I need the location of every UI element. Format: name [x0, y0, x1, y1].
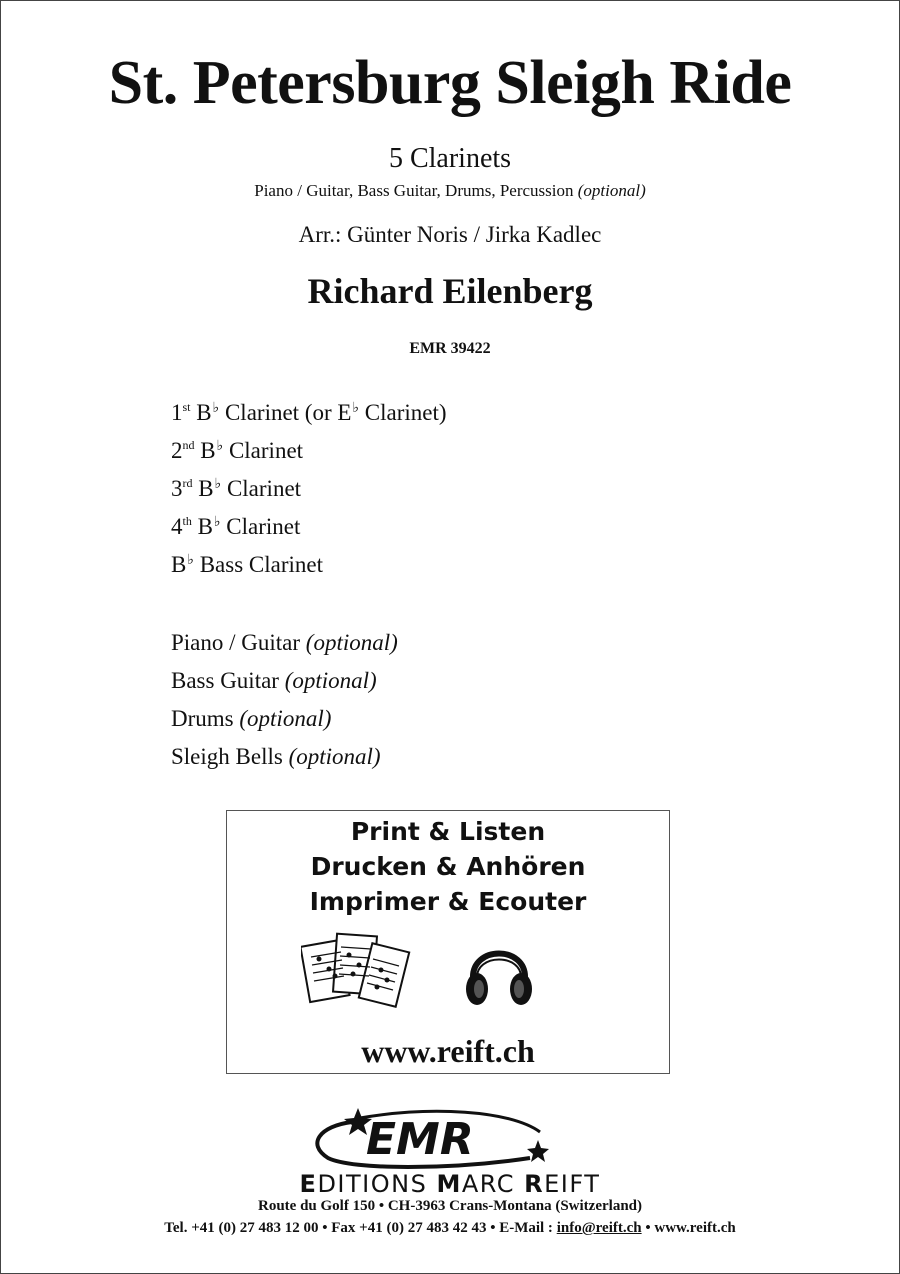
part-key: B	[197, 514, 213, 539]
score-title: St. Petersburg Sleigh Ride	[108, 49, 792, 117]
contact-phone-fax: Tel. +41 (0) 27 483 12 00 • Fax +41 (0) 27 483 42 43 • E-Mail :	[164, 1220, 557, 1236]
part-ordinal-suffix: st	[182, 400, 191, 414]
ensemble-subtitle: 5 Clarinets	[388, 143, 512, 174]
part-item	[171, 472, 447, 510]
composer-name: Richard Eilenberg	[307, 271, 593, 311]
optional-part-name: Bass Guitar	[171, 668, 285, 693]
flat-symbol: ♭	[212, 401, 220, 416]
part-ordinal: 4	[171, 514, 183, 539]
optional-note: (optional)	[305, 630, 398, 655]
headphones-icon	[463, 935, 535, 1011]
optional-part-item	[171, 626, 398, 664]
promo-line-french: Imprimer & Ecouter	[309, 887, 587, 916]
publisher-initial: E	[299, 1170, 318, 1198]
optional-note: (optional)	[239, 706, 332, 731]
sheet-music-icon	[301, 929, 411, 1015]
promo-line-german: Drucken & Anhören	[310, 852, 586, 881]
catalog-number: EMR 39422	[409, 340, 491, 357]
publisher-initial: R	[524, 1170, 545, 1198]
flat-symbol: ♭	[352, 401, 360, 416]
optional-part-name: Sleigh Bells	[171, 744, 289, 769]
part-instrument: Clarinet	[220, 514, 301, 539]
part-instrument-alt: Clarinet)	[359, 400, 447, 425]
part-ordinal-suffix: th	[182, 514, 192, 528]
instrumentation-line	[0, 181, 900, 201]
publisher-contact	[0, 1220, 900, 1237]
emr-logo-icon	[300, 1104, 600, 1170]
part-instrument: Clarinet	[221, 476, 302, 501]
part-key: B	[200, 438, 216, 463]
publisher-address: Route du Golf 150 • CH-3963 Crans-Montana (Switzerland)	[258, 1198, 642, 1214]
part-instrument: Clarinet	[223, 438, 304, 463]
part-instrument: Bass Clarinet	[193, 552, 323, 577]
flat-symbol: ♭	[213, 515, 221, 530]
promo-line-english: Print & Listen	[350, 817, 546, 846]
part-instrument: Clarinet (or E	[219, 400, 352, 425]
parts-list	[171, 396, 447, 586]
publisher-word: DITIONS	[317, 1170, 437, 1198]
logo-text: EMR	[366, 1114, 474, 1165]
optional-part-name: Piano / Guitar	[171, 630, 306, 655]
flat-symbol: ♭	[187, 553, 194, 568]
part-ordinal-suffix: nd	[182, 438, 195, 452]
part-key: B	[171, 552, 187, 577]
optional-part-name: Drums	[171, 706, 240, 731]
optional-part-item	[171, 664, 398, 702]
publisher-word: EIFT	[544, 1170, 601, 1198]
part-key: B	[198, 476, 214, 501]
optional-note: (optional)	[284, 668, 377, 693]
publisher-initial: M	[436, 1170, 462, 1198]
flat-symbol: ♭	[214, 477, 222, 492]
promo-url: www.reift.ch	[361, 1033, 535, 1069]
optional-note: (optional)	[288, 744, 381, 769]
part-ordinal: 3	[171, 476, 183, 501]
part-key: B	[196, 400, 212, 425]
contact-website: • www.reift.ch	[641, 1220, 736, 1236]
part-ordinal: 1	[171, 400, 183, 425]
part-item	[171, 396, 447, 434]
instrumentation-optional: (optional)	[577, 181, 646, 200]
arranger-credit: Arr.: Günter Noris / Jirka Kadlec	[298, 222, 602, 247]
publisher-word: ARC	[461, 1170, 525, 1198]
print-listen-box	[226, 810, 670, 1074]
optional-part-item	[171, 702, 398, 740]
instrumentation-text: Piano / Guitar, Bass Guitar, Drums, Percussion	[254, 181, 574, 200]
part-item	[171, 548, 447, 586]
part-item	[171, 510, 447, 548]
publisher-name	[0, 1170, 900, 1198]
optional-parts-list	[171, 626, 398, 778]
part-ordinal-suffix: rd	[182, 476, 193, 490]
part-ordinal: 2	[171, 438, 183, 463]
flat-symbol: ♭	[216, 439, 224, 454]
email-link[interactable]: info@reift.ch	[556, 1220, 642, 1236]
optional-part-item	[171, 740, 398, 778]
part-item	[171, 434, 447, 472]
